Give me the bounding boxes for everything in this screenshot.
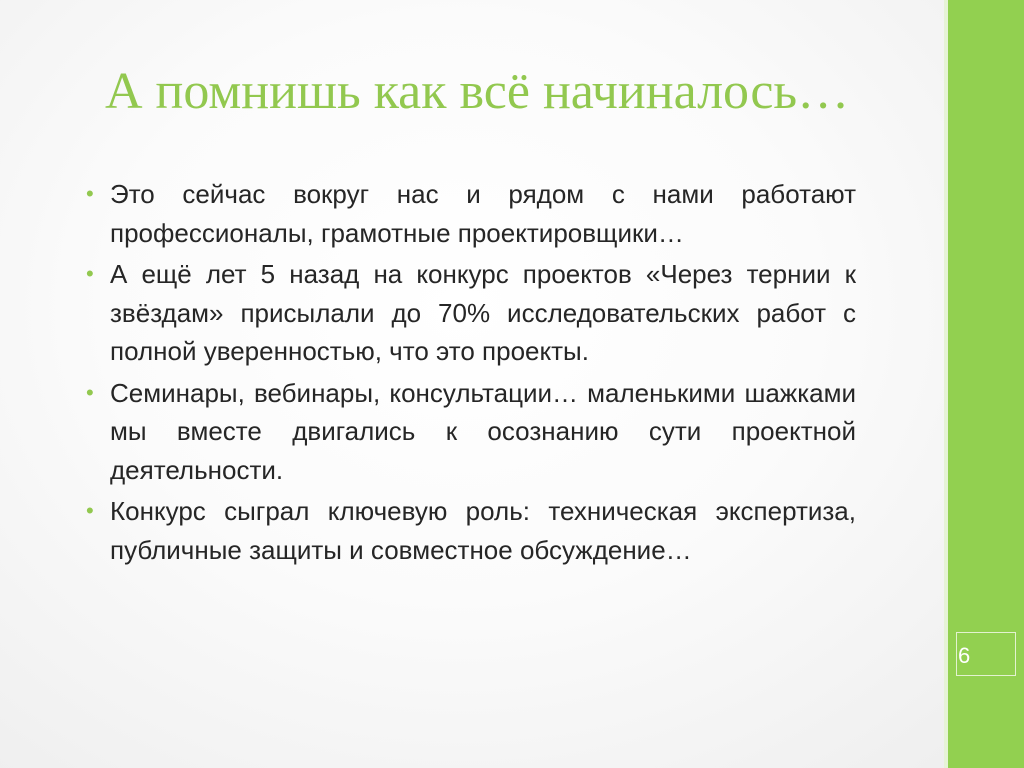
bullet-item <box>86 255 856 371</box>
bullet-item <box>86 175 856 252</box>
page-number: 6 <box>958 643 971 668</box>
bullet-list <box>86 175 856 572</box>
bullet-icon: • <box>86 181 94 206</box>
bullet-item <box>86 374 856 490</box>
bullet-icon: • <box>86 498 94 523</box>
bullet-text: Семинары, вебинары, консультации… маленькими шажками мы вместе двигались к осознанию сути проектной деятельности. <box>110 377 856 485</box>
bullet-text: Это сейчас вокруг нас и рядом с нами работают профессионалы, грамотные проектировщики… <box>110 179 856 248</box>
bullet-item <box>86 492 856 569</box>
bullet-icon: • <box>86 379 94 405</box>
bullet-text: Конкурс сыграл ключевую роль: техническая экспертиза, публичные защиты и совместное обсуждение… <box>110 496 856 565</box>
slide-title: А помнишь как всё начиналось… <box>105 63 850 120</box>
bullet-text: А ещё лет 5 назад на конкурс проектов «Через тернии к звёздам» присылали до 70% исследовательских работ с полной уверенностью, что это проекты. <box>110 259 856 366</box>
bullet-icon: • <box>86 261 94 286</box>
